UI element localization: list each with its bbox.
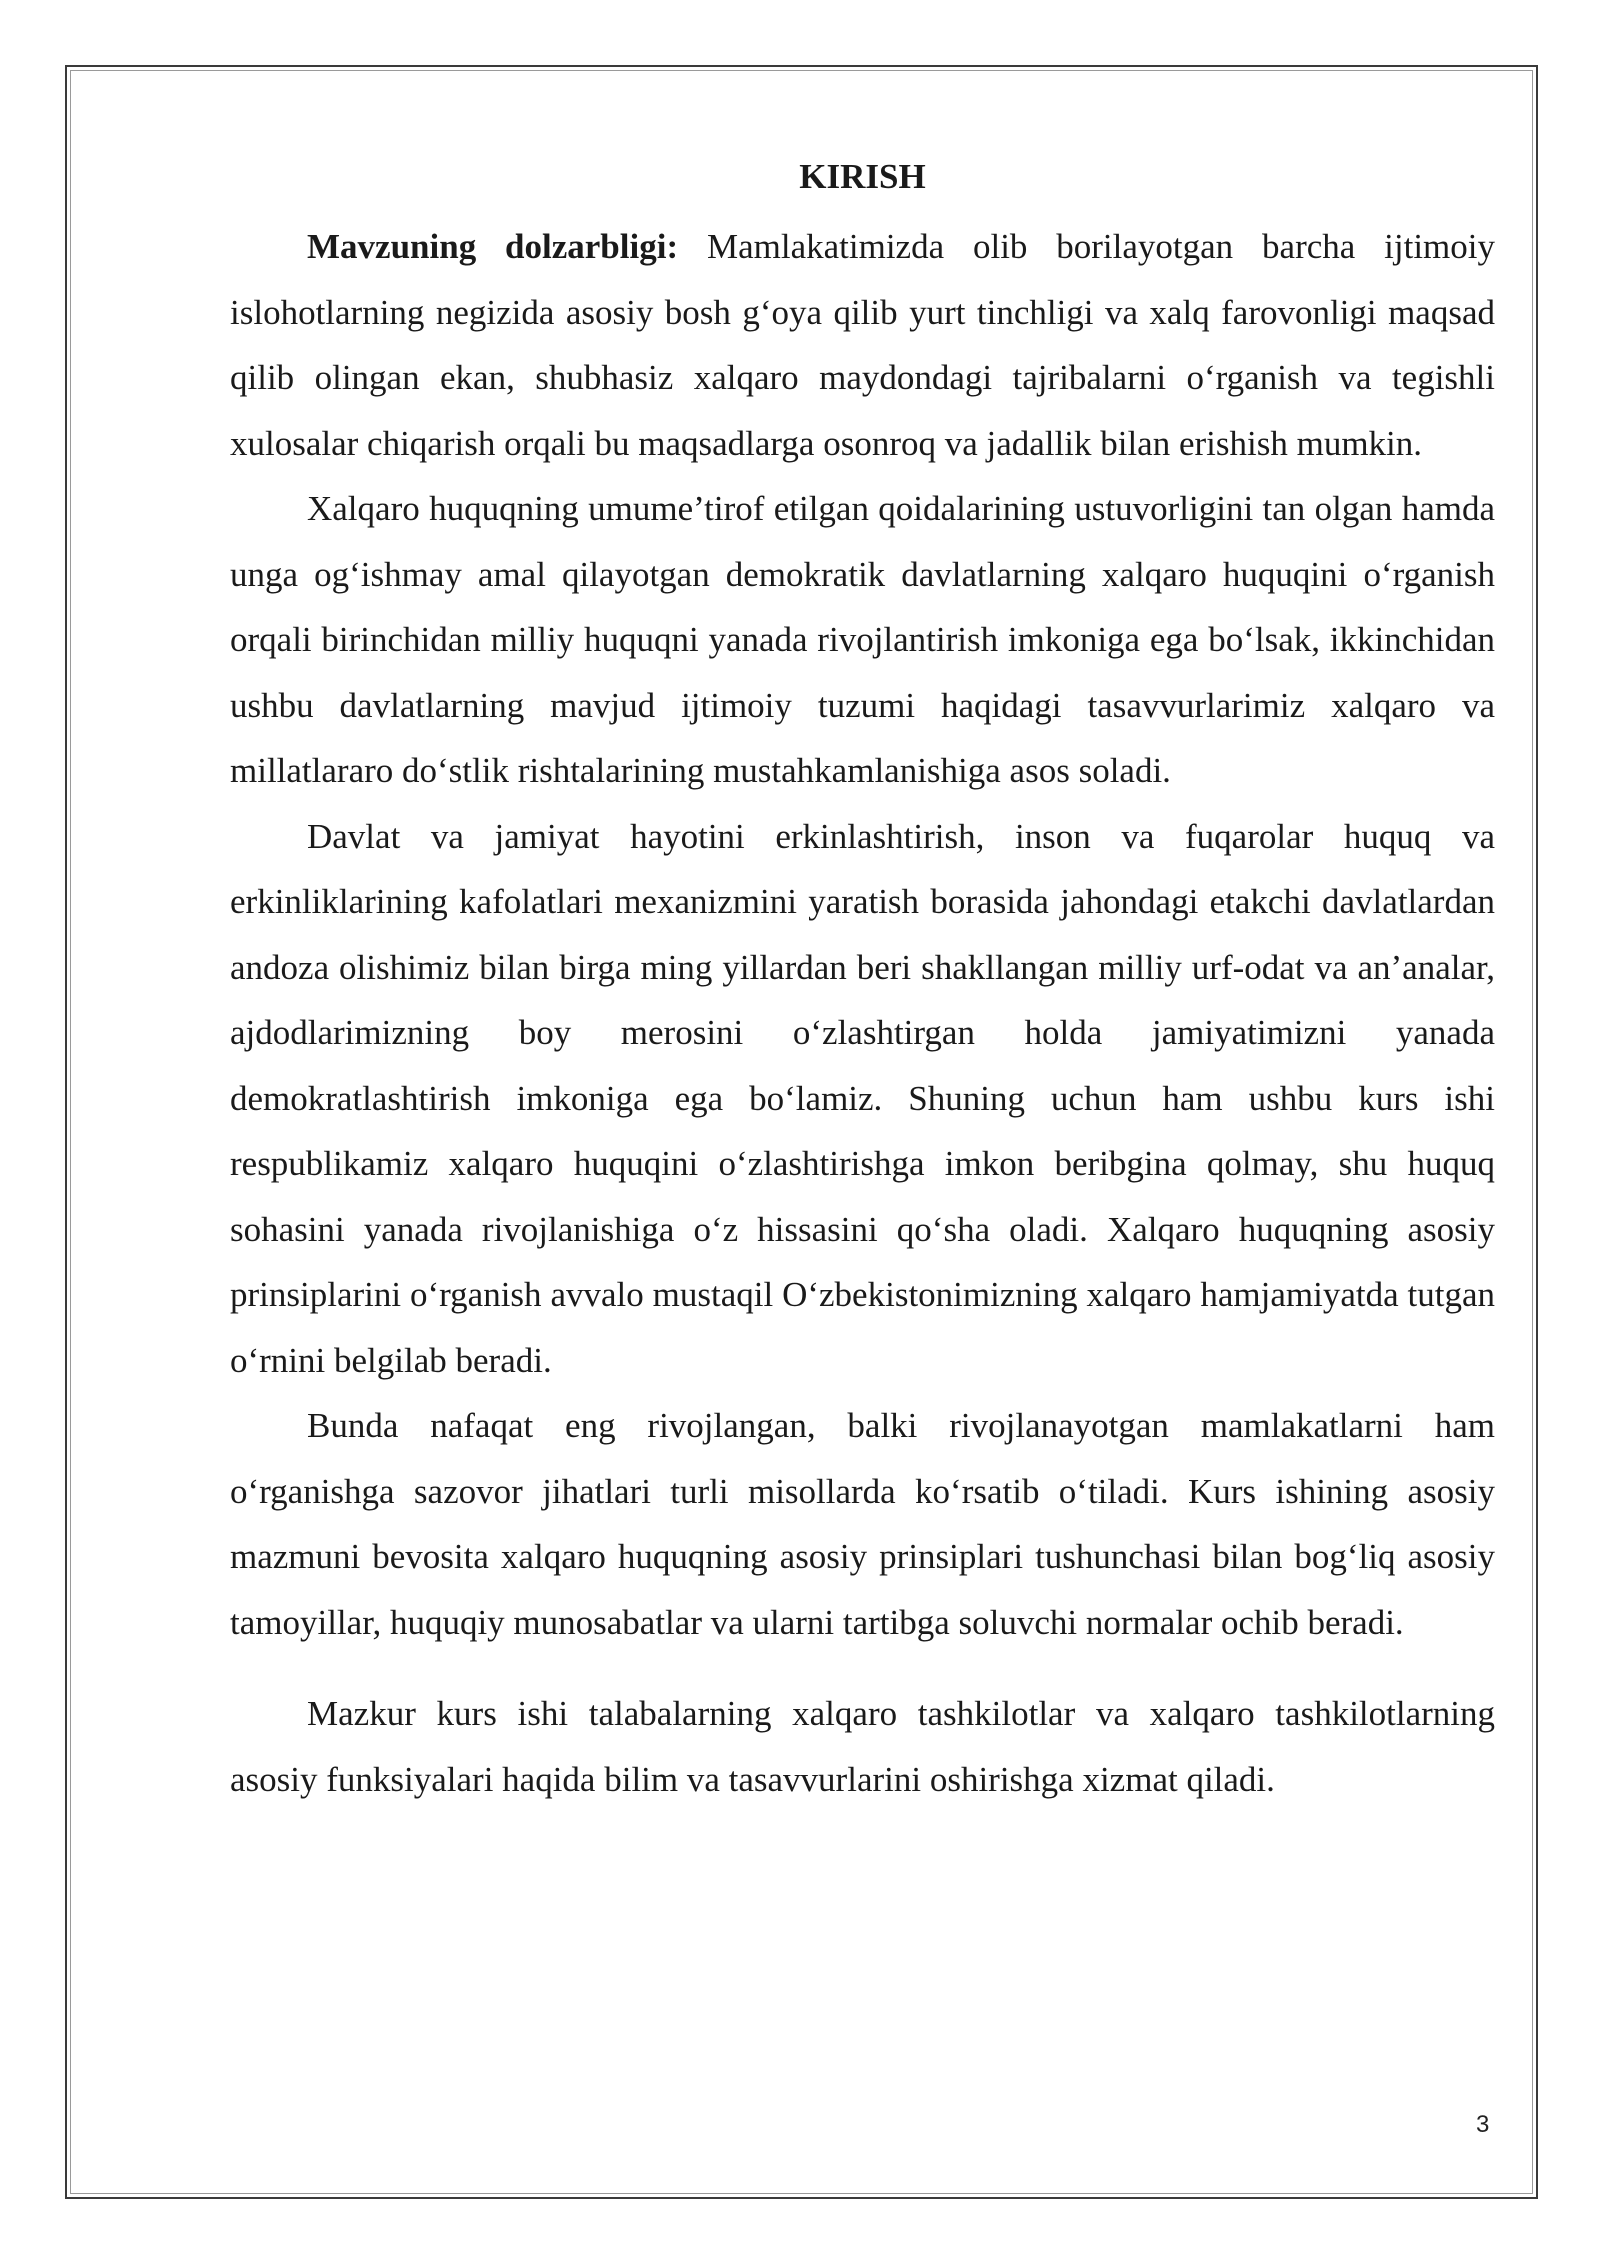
document-body xyxy=(230,150,1495,1812)
paragraph-coursework-purpose: Mazkur kurs ishi talabalarning xalqaro tashkilotlar va xalqaro tashkilotlarning asosiy funksiyalari haqida bilim va tasavvurlarini oshirishga xizmat qiladi. xyxy=(230,1694,1495,1799)
paragraph-lead: Mavzuning dolzarbligi: xyxy=(307,227,679,266)
paragraph-relevance xyxy=(230,214,1495,476)
document-title: KIRISH xyxy=(799,157,926,196)
paragraph-countries: Bunda nafaqat eng rivojlangan, balki rivojlanayotgan mamlakatlarni ham o‘rganishga sazovor jihatlari turli misollarda ko‘rsatib o‘tiladi. Kurs ishining asosiy mazmuni bevosita xalqaro huquqning asosiy prinsiplari tushunchasi bilan bog‘liq asosiy tamoyillar, huquqiy munosabatlar va ularni tartibga soluvchi normalar ochib beradi. xyxy=(230,1406,1495,1642)
paragraph-international-law: Xalqaro huquqning umume’tirof etilgan qoidalarining ustuvorligini tan olgan hamda unga og‘ishmay amal qilayotgan demokratik davlatlarning xalqaro huquqini o‘rganish orqali birinchidan milliy huquqni yanada rivojlantirish imkoniga ega bo‘lsak, ikkinchidan ushbu davlatlarning mavjud ijtimoiy tuzumi haqidagi tasavvurlarimiz xalqaro va millatlararo do‘stlik rishtalarining mustahkamlanishiga asos soladi. xyxy=(230,489,1495,790)
paragraph-text: Mamlakatimizda olib borilayotgan barcha ijtimoiy islohotlarning negizida asosiy bosh g‘oya qilib yurt tinchligi va xalq farovonligi maqsad qilib olingan ekan, shubhasiz xalqaro maydondagi tajribalarni o‘rganish va tegishli xulosalar chiqarish orqali bu maqsadlarga osonroq va jadallik bilan erishish mumkin. xyxy=(230,227,1495,463)
page-number: 3 xyxy=(1476,2111,1490,2138)
paragraph-state-society: Davlat va jamiyat hayotini erkinlashtirish, inson va fuqarolar huquq va erkinliklarining kafolatlari mexanizmini yaratish borasida jahondagi etakchi davlatlardan andoza olishimiz bilan birga ming yillardan beri shakllangan milliy urf-odat va an’analar, ajdodlarimizning boy merosini o‘zlashtirgan holda jamiyatimizni yanada demokratlashtirish imkoniga ega bo‘lamiz. Shuning uchun ham ushbu kurs ishi respublikamiz xalqaro huquqini o‘zlashtirishga imkon beribgina qolmay, shu huquq sohasini yanada rivojlanishiga o‘z hissasini qo‘sha oladi. Xalqaro huquqning asosiy prinsiplarini o‘rganish avvalo mustaqil O‘zbekistonimizning xalqaro hamjamiyatda tutgan o‘rnini belgilab beradi. xyxy=(230,816,1495,1380)
